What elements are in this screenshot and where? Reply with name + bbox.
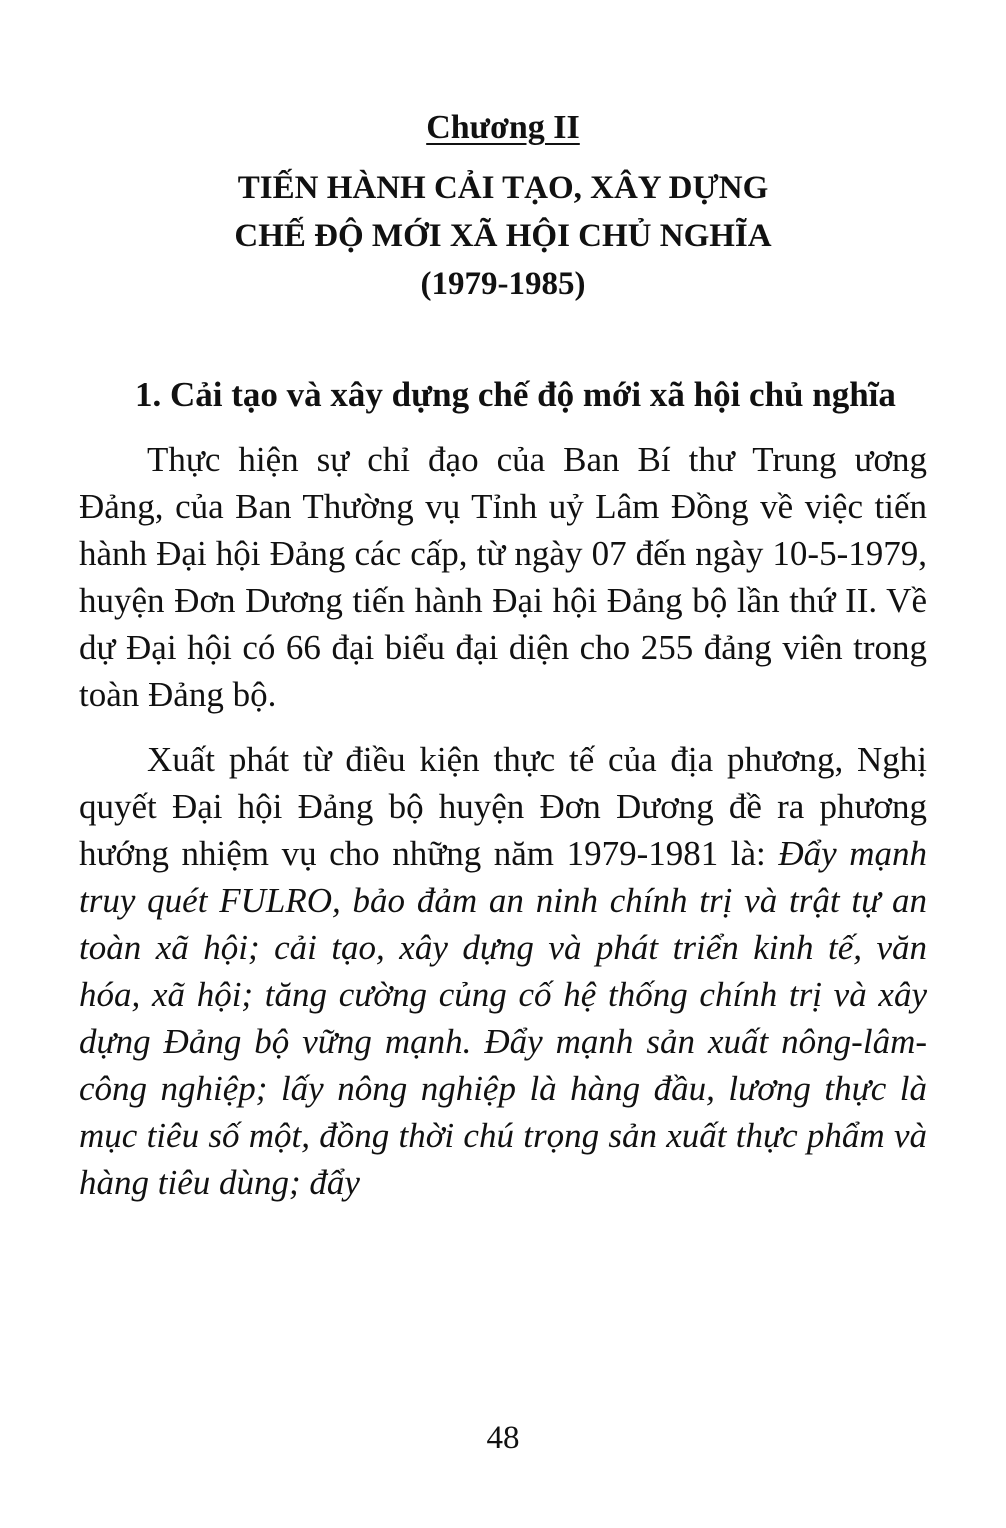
- section-heading: 1. Cải tạo và xây dựng chế độ mới xã hội chủ nghĩa: [135, 375, 896, 414]
- chapter-label-text: Chương II: [426, 109, 580, 146]
- paragraph-2: [79, 736, 927, 1206]
- body-text: [79, 370, 927, 1224]
- chapter-title-line-1: TIẾN HÀNH CẢI TẠO, XÂY DỰNG: [237, 170, 769, 206]
- page-number: 48: [486, 1420, 520, 1456]
- paragraph-2-lead: Xuất phát từ điều kiện thực tế của địa phương, Nghị quyết Đại hội Đảng bộ huyện Đơn Dương đề ra phương hướng nhiệm vụ cho những năm 1979-1981 là:: [79, 740, 927, 873]
- chapter-label: [0, 106, 1006, 150]
- chapter-title-years: (1979-1985): [420, 266, 586, 302]
- chapter-title: [0, 164, 1006, 308]
- paragraph-2-italic: Đẩy mạnh truy quét FULRO, bảo đảm an ninh chính trị và trật tự an toàn xã hội; cải tạo, xây dựng và phát triển kinh tế, văn hóa, xã hội; tăng cường củng cố hệ thống chính trị và xây dựng Đảng bộ vững mạnh. Đẩy mạnh sản xuất nông-lâm-công nghiệp; lấy nông nghiệp là hàng đầu, lương thực là mục tiêu số một, đồng thời chú trọng sản xuất thực phẩm và hàng tiêu dùng; đẩy: [79, 834, 927, 1202]
- chapter-title-line-2: CHẾ ĐỘ MỚI XÃ HỘI CHỦ NGHĨA: [234, 218, 772, 254]
- paragraph-1: Thực hiện sự chỉ đạo của Ban Bí thư Trung ương Đảng, của Ban Thường vụ Tỉnh uỷ Lâm Đồng về việc tiến hành Đại hội Đảng các cấp, từ ngày 07 đến ngày 10-5-1979, huyện Đơn Dương tiến hành Đại hội Đảng bộ lần thứ II. Về dự Đại hội có 66 đại biểu đại diện cho 255 đảng viên trong toàn Đảng bộ.: [79, 440, 927, 714]
